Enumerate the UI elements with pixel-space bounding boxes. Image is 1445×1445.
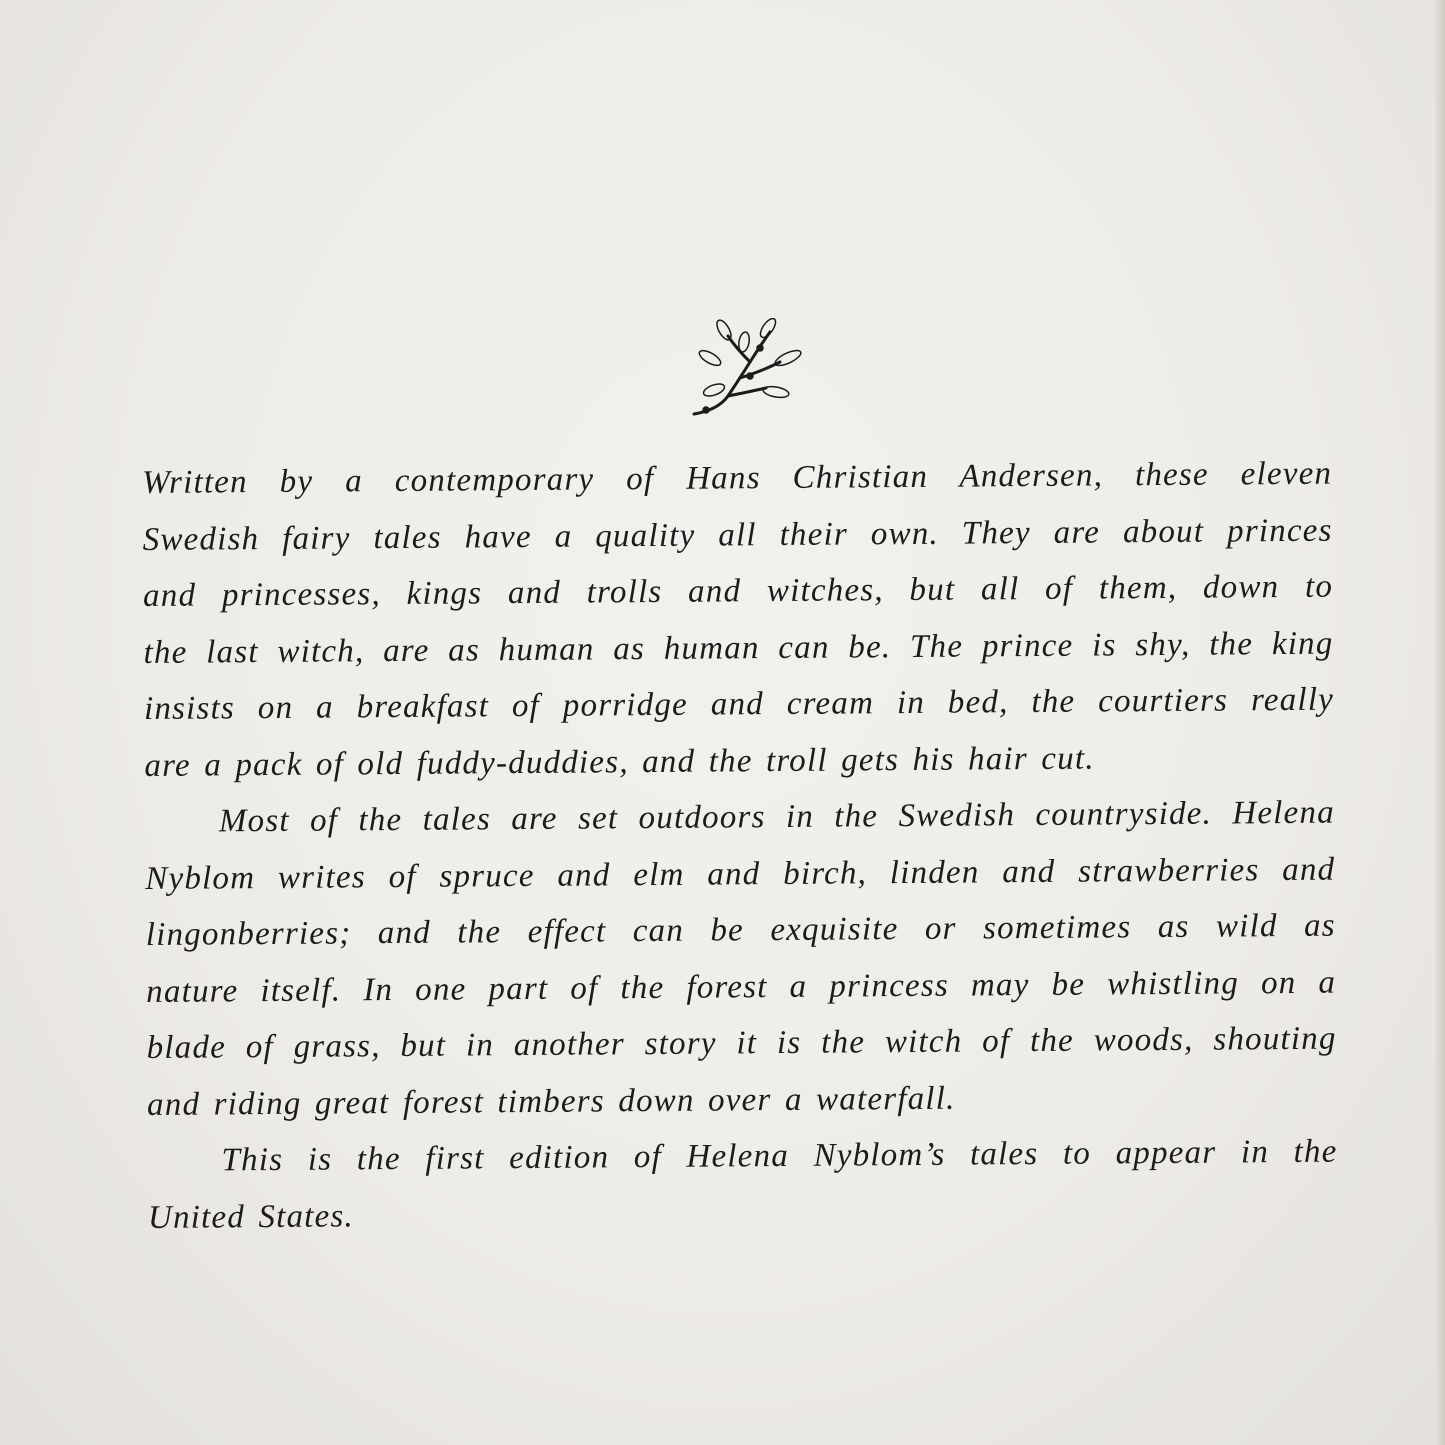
text-line: Nyblom writes of spruce and elm and birch, linden and strawberries and bbox=[145, 851, 1336, 897]
paragraph-2 bbox=[145, 785, 1338, 1133]
paragraph-3 bbox=[147, 1124, 1338, 1246]
text-line: Most of the tales are set outdoors in the Swedish countryside. Helena bbox=[218, 794, 1335, 840]
text-line: and princesses, kings and trolls and witches, but all of them, down to bbox=[142, 568, 1334, 614]
text-line: Swedish fairy tales have a quality all their own. They are about princes bbox=[142, 512, 1333, 558]
leafy-sprig-ornament-icon bbox=[688, 318, 810, 420]
paragraph-1 bbox=[142, 446, 1335, 794]
text-line: lingonberries; and the effect can be exquisite or sometimes as wild as bbox=[145, 907, 1336, 953]
blurb-text bbox=[142, 446, 1338, 1246]
text-line: United States. bbox=[147, 1197, 355, 1236]
text-line: the last witch, are as human as human can be. The prince is shy, the king bbox=[143, 625, 1334, 671]
text-line: This is the first edition of Helena Nyblom’s tales to appear in the bbox=[221, 1133, 1338, 1179]
text-line: blade of grass, but in another story it is the witch of the woods, shouting bbox=[146, 1020, 1337, 1066]
text-line: are a pack of old fuddy-duddies, and the troll gets his hair cut. bbox=[144, 740, 1095, 784]
text-line: nature itself. In one part of the forest a princess may be whistling on a bbox=[146, 964, 1337, 1010]
text-line: and riding great forest timbers down over a waterfall. bbox=[146, 1080, 956, 1123]
text-line: Written by a contemporary of Hans Christian Andersen, these eleven bbox=[142, 455, 1333, 501]
text-line: insists on a breakfast of porridge and cream in bed, the courtiers really bbox=[143, 681, 1335, 727]
page-edge-shadow bbox=[1435, 0, 1445, 1445]
